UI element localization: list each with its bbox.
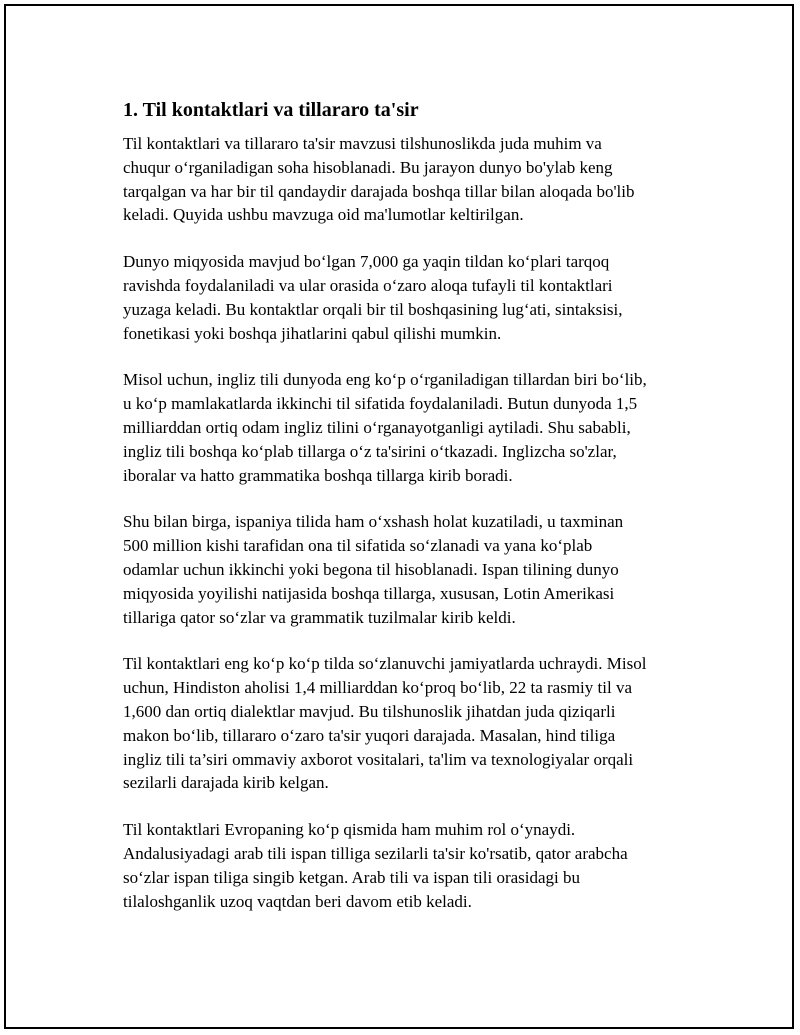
text-line: ingliz tili boshqa koʻplab tillarga oʻz ta'sirini oʻtkazadi. Inglizcha so'zlar, [123, 441, 617, 461]
text-line: 1,600 dan ortiq dialektlar mavjud. Bu tilshunoslik jihatdan juda qiziqarli [123, 701, 616, 721]
text-line: milliarddan ortiq odam ingliz tilini oʻrganayotganligi aytiladi. Shu sababli, [123, 417, 631, 437]
paragraph-4 [123, 510, 703, 629]
text-line: Andalusiyadagi arab tili ispan tilliga sezilarli ta'sir ko'rsatib, qator arabcha [123, 843, 628, 863]
text-line: Til kontaktlari Evropaning koʻp qismida ham muhim rol oʻynaydi. [123, 820, 576, 840]
page-frame [4, 4, 794, 1029]
text-line: uchun, Hindiston aholisi 1,4 milliarddan koʻproq boʻlib, 22 ta rasmiy til va [123, 678, 632, 698]
text-line: odamlar uchun ikkinchi yoki begona til hisoblanadi. Ispan tilining dunyo [123, 559, 619, 579]
paragraph-2 [123, 250, 703, 345]
text-line: Dunyo miqyosida mavjud boʻlgan 7,000 ga yaqin tildan koʻplari tarqoq [123, 252, 610, 272]
text-line: ravishda foydalaniladi va ular orasida oʻzaro aloqa tufayli til kontaktlari [123, 275, 613, 295]
text-line: 500 million kishi tarafidan ona til sifatida soʻzlanadi va yana koʻplab [123, 536, 593, 556]
paragraph-1 [123, 132, 703, 227]
text-line: Til kontaktlari va tillararo ta'sir mavzusi tilshunoslikda juda muhim va [123, 134, 602, 153]
text-line: makon boʻlib, tillararo oʻzaro ta'sir yuqori darajada. Masalan, hind tiliga [123, 725, 616, 745]
paragraph-5 [123, 652, 703, 795]
section-heading: 1. Til kontaktlari va tillararo ta'sir [123, 99, 419, 121]
text-line: miqyosida yoyilishi natijasida boshqa tillarga, xususan, Lotin Amerikasi [123, 583, 615, 603]
paragraph-6 [123, 818, 703, 913]
text-line: ingliz tili ta’siri ommaviy axborot vositalari, ta'lim va texnologiyalar orqali [123, 749, 634, 769]
text-line: tilaloshganlik uzoq vaqtdan beri davom etib keladi. [123, 891, 472, 911]
text-line: yuzaga keladi. Bu kontaktlar orqali bir til boshqasining lugʻati, sintaksisi, [123, 299, 623, 319]
text-line: u koʻp mamlakatlarda ikkinchi til sifatida foydalaniladi. Butun dunyoda 1,5 [123, 394, 638, 414]
text-line: fonetikasi yoki boshqa jihatlarini qabul qilishi mumkin. [123, 323, 502, 343]
paragraph-3 [123, 368, 703, 487]
text-line: sezilarli darajada kirib kelgan. [123, 773, 329, 793]
text-line: Shu bilan birga, ispaniya tilida ham oʻxshash holat kuzatiladi, u taxminan [123, 512, 624, 532]
text-line: iboralar va hatto grammatika boshqa tillarga kirib boradi. [123, 465, 513, 485]
text-line: chuqur oʻrganiladigan soha hisoblanadi. Bu jarayon dunyo bo'ylab keng [123, 157, 613, 177]
text-line: Til kontaktlari eng koʻp koʻp tilda soʻzlanuvchi jamiyatlarda uchraydi. Misol [123, 654, 647, 674]
text-line: tillariga qator soʻzlar va grammatik tuzilmalar kirib keldi. [123, 607, 516, 627]
text-line: tarqalgan va har bir til qandaydir darajada boshqa tillar bilan aloqada bo'lib [123, 181, 635, 201]
text-line: Misol uchun, ingliz tili dunyoda eng koʻp oʻrganiladigan tillardan biri boʻlib, [123, 370, 647, 390]
document-body [123, 96, 703, 936]
text-line: keladi. Quyida ushbu mavzuga oid ma'lumotlar keltirilgan. [123, 205, 524, 225]
text-line: soʻzlar ispan tiliga singib ketgan. Arab tili va ispan tili orasidagi bu [123, 867, 581, 887]
